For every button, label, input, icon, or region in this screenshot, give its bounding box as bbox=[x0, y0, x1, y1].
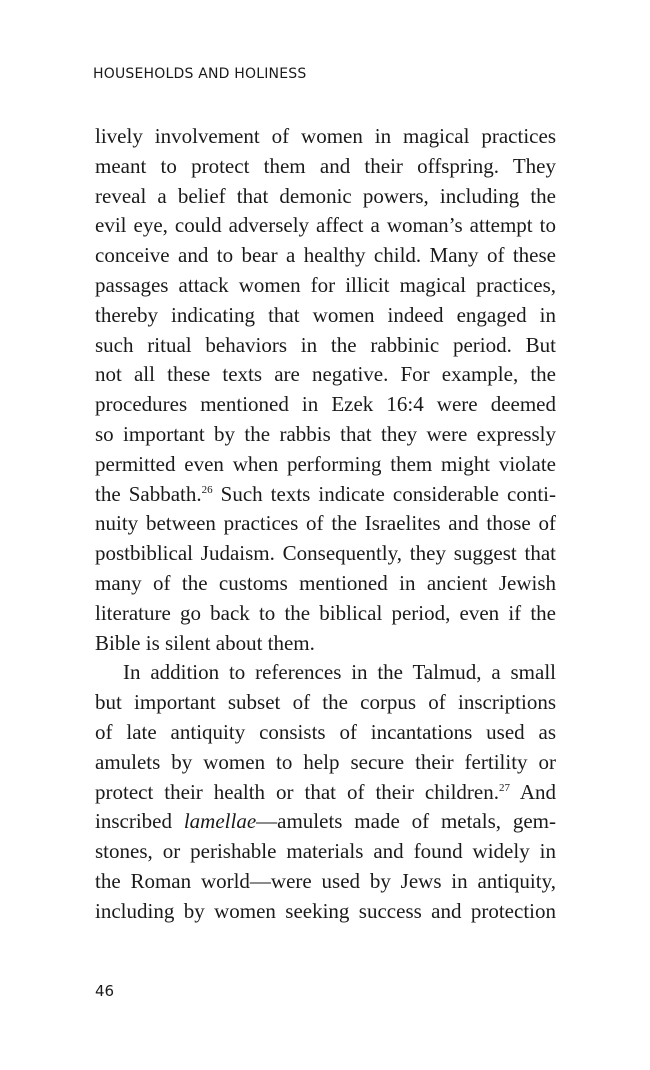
body-text bbox=[95, 122, 556, 927]
text-segment: Such texts indicate considerable conti- bbox=[212, 481, 557, 506]
text-line bbox=[95, 807, 556, 837]
text-line: so important by the rabbis that they were expressly bbox=[95, 421, 556, 446]
text-segment: protect their health or that of their children. bbox=[95, 779, 499, 804]
text-line: lively involvement of women in magical practices bbox=[95, 124, 556, 148]
text-segment: the Sabbath. bbox=[95, 481, 202, 506]
text-line: many of the customs mentioned in ancient Jewish bbox=[95, 570, 556, 595]
paragraph-2 bbox=[95, 658, 556, 926]
text-line: literature go back to the biblical period, even if the bbox=[95, 600, 556, 625]
text-line: reveal a belief that demonic powers, including the bbox=[95, 183, 556, 208]
text-line: of late antiquity consists of incantations used as bbox=[95, 719, 556, 744]
text-line: postbiblical Judaism. Consequently, they suggest that bbox=[95, 541, 556, 566]
text-line: Bible is silent about them. bbox=[95, 630, 315, 655]
paragraph-1 bbox=[95, 122, 556, 658]
text-segment: And bbox=[510, 779, 556, 804]
text-line: passages attack women for illicit magical practices, bbox=[95, 272, 556, 297]
text-line: such ritual behaviors in the rabbinic period. But bbox=[95, 332, 556, 357]
text-line: including by women seeking success and protection bbox=[95, 898, 556, 923]
italic-term: lamellae bbox=[183, 809, 257, 834]
footnote-marker-27: 27 bbox=[499, 781, 510, 794]
running-head: HOUSEHOLDS AND HOLINESS bbox=[93, 66, 307, 82]
text-line: thereby indicating that women indeed engaged in bbox=[95, 302, 556, 327]
text-line: stones, or perishable materials and found widely in bbox=[95, 839, 556, 864]
page-number: 46 bbox=[95, 982, 115, 1000]
text-line: amulets by women to help secure their fertility or bbox=[95, 749, 556, 774]
text-line: permitted even when performing them might violate bbox=[95, 451, 556, 476]
text-line: nuity between practices of the Israelites and those of bbox=[95, 511, 556, 536]
text-line: the Roman world—were used by Jews in antiquity, bbox=[95, 868, 556, 893]
text-line: procedures mentioned in Ezek 16:4 were deemed bbox=[95, 392, 556, 417]
text-segment: inscribed bbox=[95, 809, 184, 834]
text-line bbox=[95, 480, 556, 510]
text-segment: —amulets made of metals, gem- bbox=[256, 809, 556, 834]
text-line: evil eye, could adversely affect a woman’s attempt to bbox=[95, 213, 556, 238]
footnote-marker-26: 26 bbox=[201, 483, 213, 496]
text-line: meant to protect them and their offspring. They bbox=[95, 153, 556, 178]
text-line bbox=[95, 778, 556, 808]
text-line: not all these texts are negative. For example, the bbox=[95, 362, 556, 387]
text-line: conceive and to bear a healthy child. Many of these bbox=[95, 243, 556, 268]
text-line: In addition to references in the Talmud, a small bbox=[123, 660, 556, 685]
text-line: but important subset of the corpus of inscriptions bbox=[95, 690, 556, 715]
